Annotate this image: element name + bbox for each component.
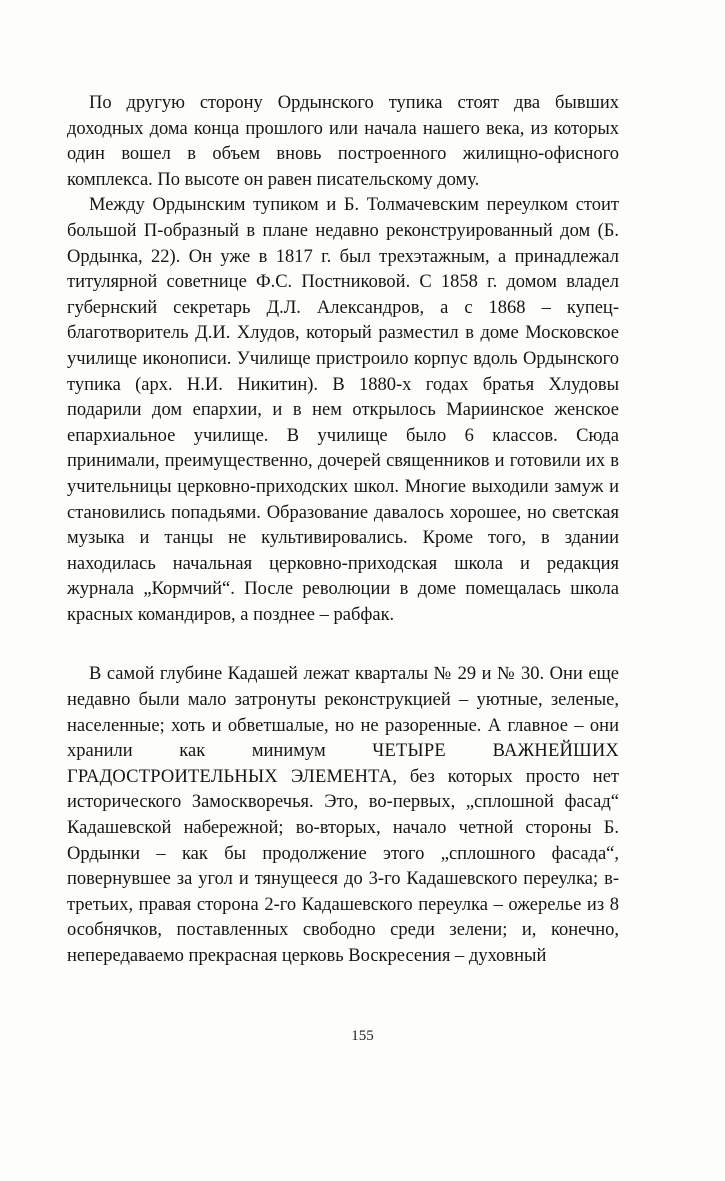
paragraph-3-end: , без которых просто нет исторического Замоскворечья. Это, во-первых, „сплошной фасад“ Кадашевской набережной; во-вторых, начало четной стороны Б. Ордынки – как бы продолжение этого „сплошного фасада“, повернувшее за угол и тянущееся до 3-го Кадашевского переулка; в-третьих, правая сторона 2-го Кадашевского переулка – ожерелье из 8 особнячков, поставленных свободно среди зелени; и, конечно, непередаваемо прекрасная церковь Воскресения – духовный: [67, 766, 619, 966]
paragraph-3-caps: ЧЕТЫРЕ ВАЖНЕЙШИХ ГРАДОСТРОИТЕЛЬНЫХ ЭЛЕМЕНТА: [67, 741, 619, 787]
paragraph-3: [67, 662, 619, 969]
paragraph-3-start: В самой глубине Кадашей лежат кварталы № 29 и № 30. Они еще недавно были мало затронуты реконструкцией – уютные, зеленые, населенные; хоть и обветшалые, но не разоренные. А главное – они хранили как минимум: [67, 664, 619, 762]
paragraph-2: Между Ордынским тупиком и Б. Толмачевским переулком стоит большой П-образный в плане недавно реконструированный дом (Б. Ордынка, 22). Он уже в 1817 г. был трехэтажным, а принадлежал титулярной советнице Ф.С. Постниковой. С 1858 г. домом владел губернский секретарь Д.Л. Александров, а с 1868 – купец-благотворитель Д.И. Хлудов, который разместил в доме Московское училище иконописи. Училище пристроило корпус вдоль Ордынского тупика (арх. Н.И. Никитин). В 1880-х годах братья Хлудовы подарили дом епархии, и в нем открылось Мариинское женское епархиальное училище. В училище было 6 классов. Сюда принимали, преимущественно, дочерей священников и готовили их в учительницы церковно-приходских школ. Многие выходили замуж и становились попадьями. Образование давалось хорошее, но светская музыка и танцы не культивировались. Кроме того, в здании находилась начальная церковно-приходская школа и редакция журнала „Кормчий“. После революции в доме помещалась школа красных командиров, а позднее – рабфак.: [67, 195, 619, 625]
body-text: [67, 91, 619, 970]
page-number: 155: [351, 1028, 374, 1044]
paragraph-gap: [67, 628, 619, 662]
paragraph-1: По другую сторону Ордынского тупика стоят два бывших доходных дома конца прошлого или начала нашего века, из которых один вошел в объем вновь построенного жилищно-офисного комплекса. По высоте он равен писательскому дому.: [67, 93, 619, 190]
